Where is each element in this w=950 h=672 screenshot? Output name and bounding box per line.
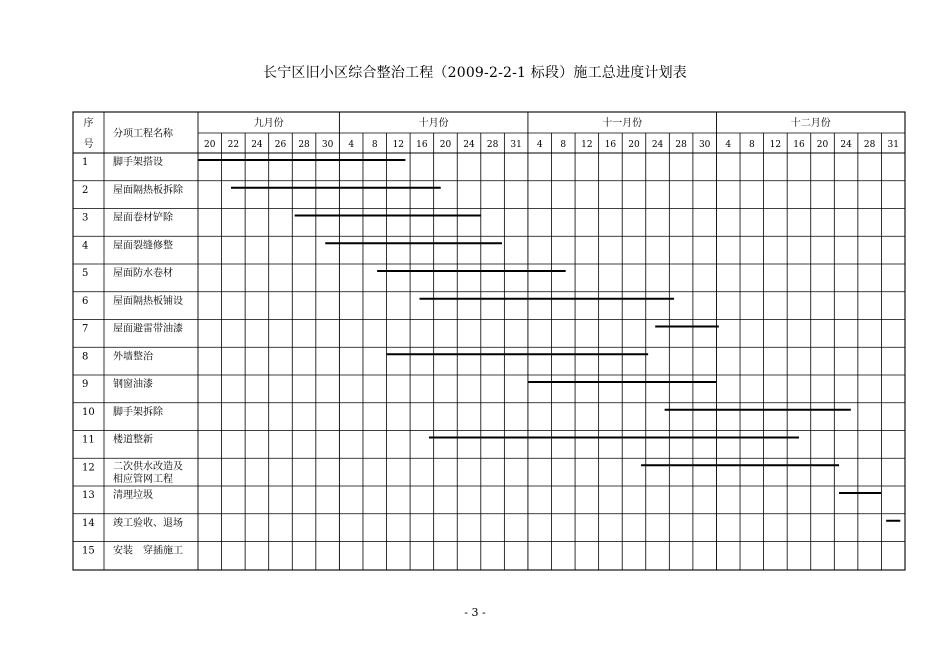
day-label: 4 [725, 140, 732, 150]
task-name: 脚手架拆除 [113, 406, 163, 418]
day-label: 8 [748, 140, 755, 150]
task-number: 4 [82, 240, 89, 252]
day-label: 20 [439, 140, 452, 150]
day-label: 30 [698, 140, 711, 150]
task-name: 脚手架搭设 [113, 157, 163, 168]
task-number: 6 [82, 295, 89, 307]
month-label: 十一月份 [602, 118, 643, 129]
task-number: 2 [82, 184, 89, 196]
task-number: 12 [82, 462, 95, 474]
task-name: 清理垃圾 [113, 490, 153, 501]
task-number: 8 [82, 351, 89, 363]
day-label: 20 [628, 140, 640, 150]
page-title: 长宁区旧小区综合整治工程（2009-2-2-1 标段）施工总进度计划表 [263, 65, 687, 81]
task-name: 相应管网工程 [113, 473, 173, 485]
day-label: 24 [251, 140, 263, 150]
task-number: 9 [82, 379, 89, 390]
day-label: 12 [392, 140, 405, 150]
task-number: 10 [82, 406, 95, 418]
index-header-top: 序 [83, 118, 94, 129]
task-name: 安装 穿插施工 [113, 545, 183, 557]
task-name: 屋面隔热板铺设 [113, 295, 183, 307]
task-number: 14 [82, 517, 95, 529]
day-label: 16 [416, 140, 428, 150]
day-label: 4 [348, 140, 355, 150]
task-name: 屋面防水卷材 [113, 268, 173, 279]
day-label: 31 [887, 140, 899, 150]
task-name: 二次供水改造及 [113, 461, 183, 473]
day-label: 28 [675, 140, 687, 150]
task-name: 屋面卷材铲除 [113, 212, 173, 224]
task-name: 屋面隔热板拆除 [113, 184, 183, 196]
day-label: 8 [371, 140, 378, 150]
day-label: 22 [227, 140, 240, 150]
day-label: 20 [816, 140, 829, 150]
task-number: 7 [82, 323, 89, 335]
day-label: 24 [463, 140, 475, 150]
task-number: 15 [82, 545, 95, 557]
task-name: 屋面避雷带油漆 [113, 323, 183, 335]
day-label: 26 [274, 140, 287, 150]
day-label: 28 [863, 140, 876, 150]
index-header-bottom: 号 [83, 139, 94, 150]
day-label: 28 [298, 140, 310, 150]
task-number: 13 [82, 490, 95, 501]
day-label: 8 [560, 140, 567, 150]
task-number: 1 [82, 157, 89, 168]
day-label: 20 [204, 140, 216, 150]
page-number: - 3 - [464, 606, 486, 619]
day-label: 28 [486, 140, 499, 150]
task-name: 楼道整新 [113, 434, 153, 446]
month-label: 九月份 [253, 118, 284, 129]
task-number: 5 [82, 268, 89, 279]
day-label: 30 [321, 140, 334, 150]
task-name: 外墙整治 [113, 351, 153, 363]
task-number: 11 [82, 434, 95, 446]
day-label: 16 [604, 140, 617, 150]
day-label: 24 [840, 140, 852, 150]
day-label: 16 [793, 140, 805, 150]
task-name: 竣工验收、退场 [113, 517, 183, 529]
task-name: 屋面裂缝修整 [113, 240, 173, 252]
day-label: 31 [510, 140, 522, 150]
month-label: 十月份 [418, 118, 449, 129]
name-header: 分项工程名称 [113, 128, 173, 140]
day-label: 12 [769, 140, 782, 150]
month-label: 十二月份 [790, 118, 831, 129]
day-label: 12 [581, 140, 593, 150]
task-number: 3 [82, 212, 89, 224]
day-label: 4 [536, 140, 543, 150]
day-label: 24 [651, 140, 664, 150]
task-name: 钢窗油漆 [113, 379, 153, 390]
